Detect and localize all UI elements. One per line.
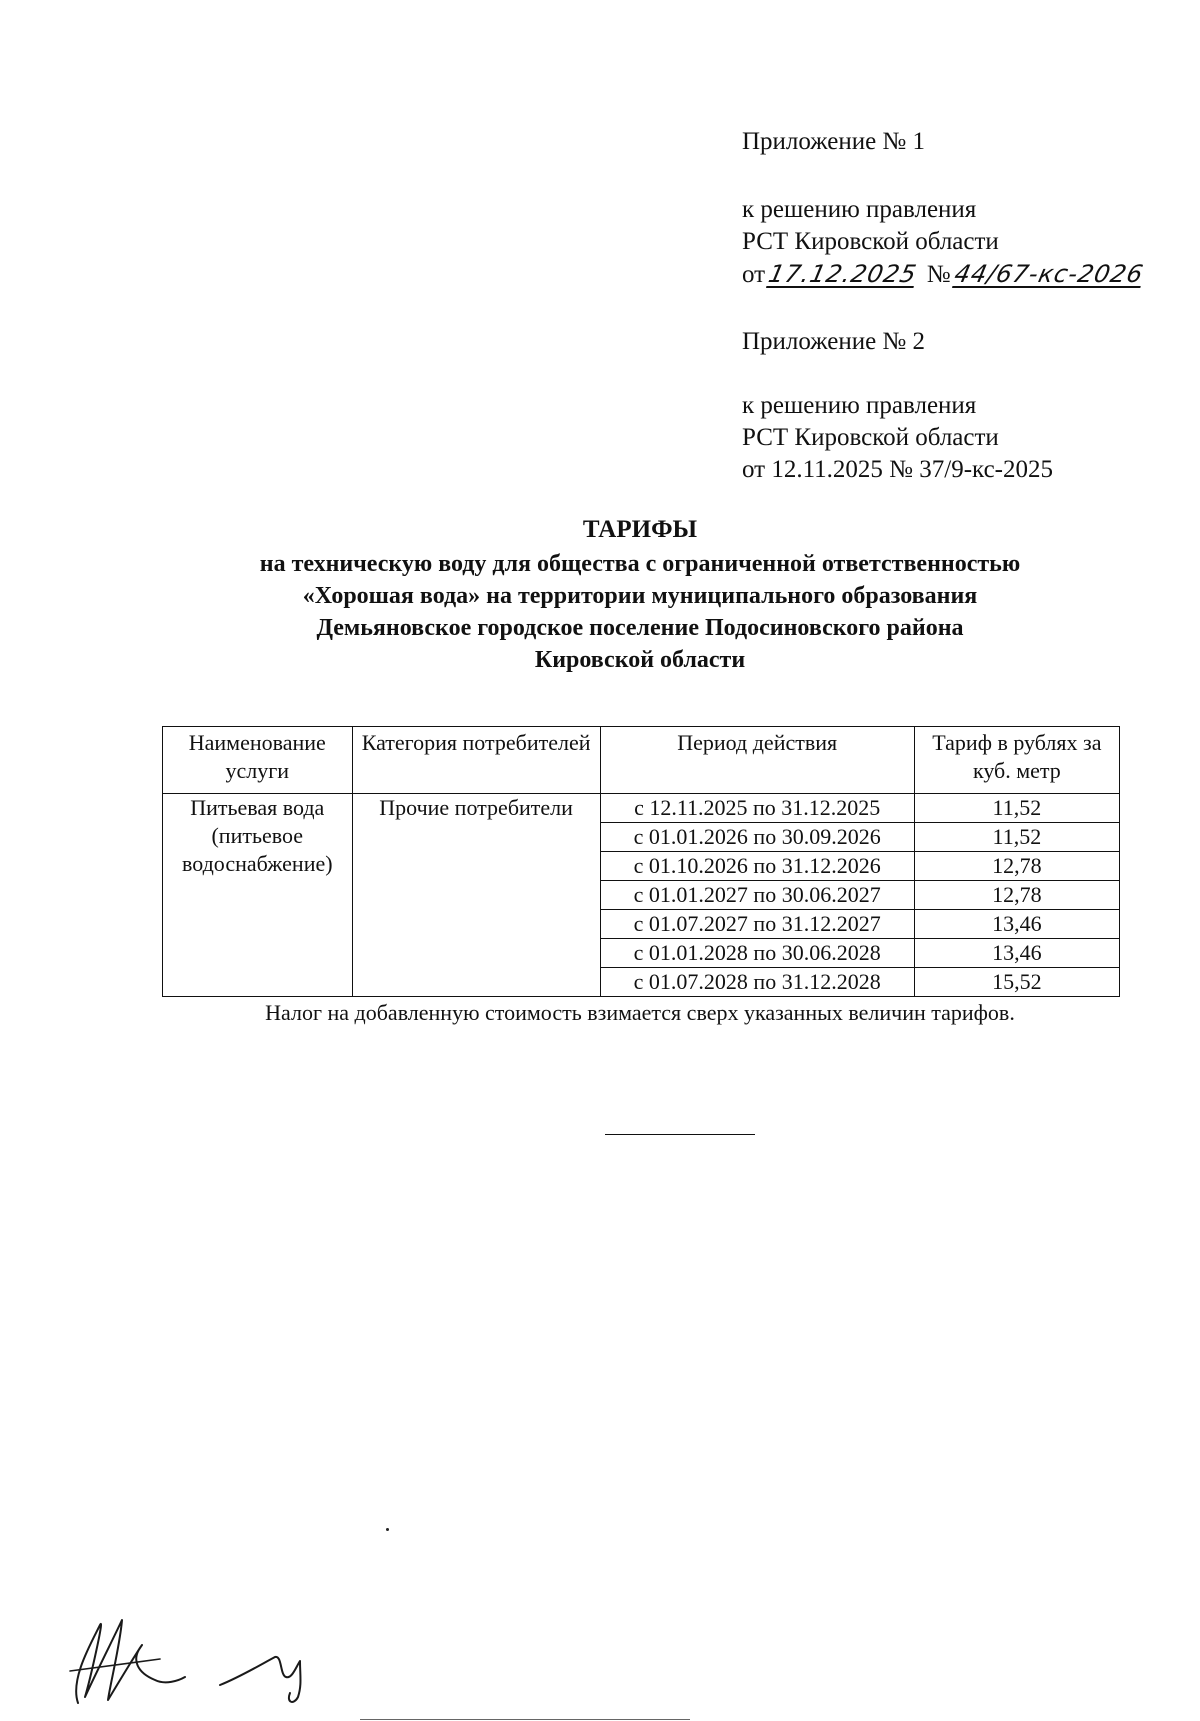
category-cell: Прочие потребители: [352, 794, 600, 997]
tariff-cell: 11,52: [914, 823, 1119, 852]
tariff-cell: 12,78: [914, 852, 1119, 881]
appendix-1-reference: [742, 194, 1147, 291]
heading-line-3: Демьяновское городское поселение Подосиновского района: [316, 615, 964, 641]
header-category: Категория потребителей: [352, 727, 600, 794]
appendix-1-handwritten-date: 17.12.2025: [766, 260, 920, 288]
appendix-1-line2: РСТ Кировской области: [742, 228, 999, 255]
appendix-2-reference: [742, 390, 1053, 486]
closing-divider: [605, 1134, 755, 1135]
period-cell: с 12.11.2025 по 31.12.2025: [600, 794, 914, 823]
tariff-cell: 13,46: [914, 910, 1119, 939]
period-cell: с 01.07.2028 по 31.12.2028: [600, 968, 914, 997]
header-tariff: Тариф в рублях за куб. метр: [914, 727, 1119, 794]
period-cell: с 01.07.2027 по 31.12.2027: [600, 910, 914, 939]
tariff-cell: 15,52: [914, 968, 1119, 997]
period-cell: с 01.01.2028 по 30.06.2028: [600, 939, 914, 968]
table-header-row: [163, 727, 1120, 794]
appendix-1-line1: к решению правления: [742, 196, 977, 223]
appendix-2-title: [742, 326, 925, 358]
tariff-cell: 12,78: [914, 881, 1119, 910]
handwritten-signature-icon: [60, 1585, 360, 1715]
appendix-1-decision-line: [742, 258, 1147, 291]
appendix-2-heading: Приложение № 2: [742, 328, 926, 355]
header-period: Период действия: [600, 727, 914, 794]
appendix-1-heading: Приложение № 1: [742, 128, 926, 155]
heading-line-1: на техническую воду для общества с ограниченной ответственностью: [259, 551, 1021, 577]
bottom-edge-line: [360, 1719, 690, 1720]
heading-line-4: Кировской области: [534, 647, 746, 673]
scan-speck: [386, 1528, 389, 1531]
document-heading: [80, 514, 1200, 676]
appendix-1-title: [742, 126, 925, 158]
appendix-1-number-sign: №: [926, 261, 951, 288]
document-title: ТАРИФЫ: [582, 516, 698, 543]
tariff-cell: 11,52: [914, 794, 1119, 823]
table-row: [163, 794, 1120, 823]
period-cell: с 01.01.2027 по 30.06.2027: [600, 881, 914, 910]
period-cell: с 01.10.2026 по 31.12.2026: [600, 852, 914, 881]
tariff-cell: 13,46: [914, 939, 1119, 968]
appendix-1-from-prefix: от: [742, 261, 766, 288]
tariff-table: [162, 726, 1120, 997]
header-service: Наименование услуги: [163, 727, 353, 794]
service-cell: Питьевая вода (питьевое водоснабжение): [163, 794, 353, 997]
appendix-1-handwritten-number: 44/67-кс-2026: [951, 260, 1146, 288]
appendix-2-line3: от 12.11.2025 № 37/9-кс-2025: [742, 456, 1053, 483]
vat-note: Налог на добавленную стоимость взимается сверх указанных величин тарифов.: [265, 1000, 1015, 1025]
appendix-2-line2: РСТ Кировской области: [742, 424, 999, 451]
appendix-2-line1: к решению правления: [742, 392, 977, 419]
period-cell: с 01.01.2026 по 30.09.2026: [600, 823, 914, 852]
heading-line-2: «Хорошая вода» на территории муниципального образования: [302, 583, 978, 609]
